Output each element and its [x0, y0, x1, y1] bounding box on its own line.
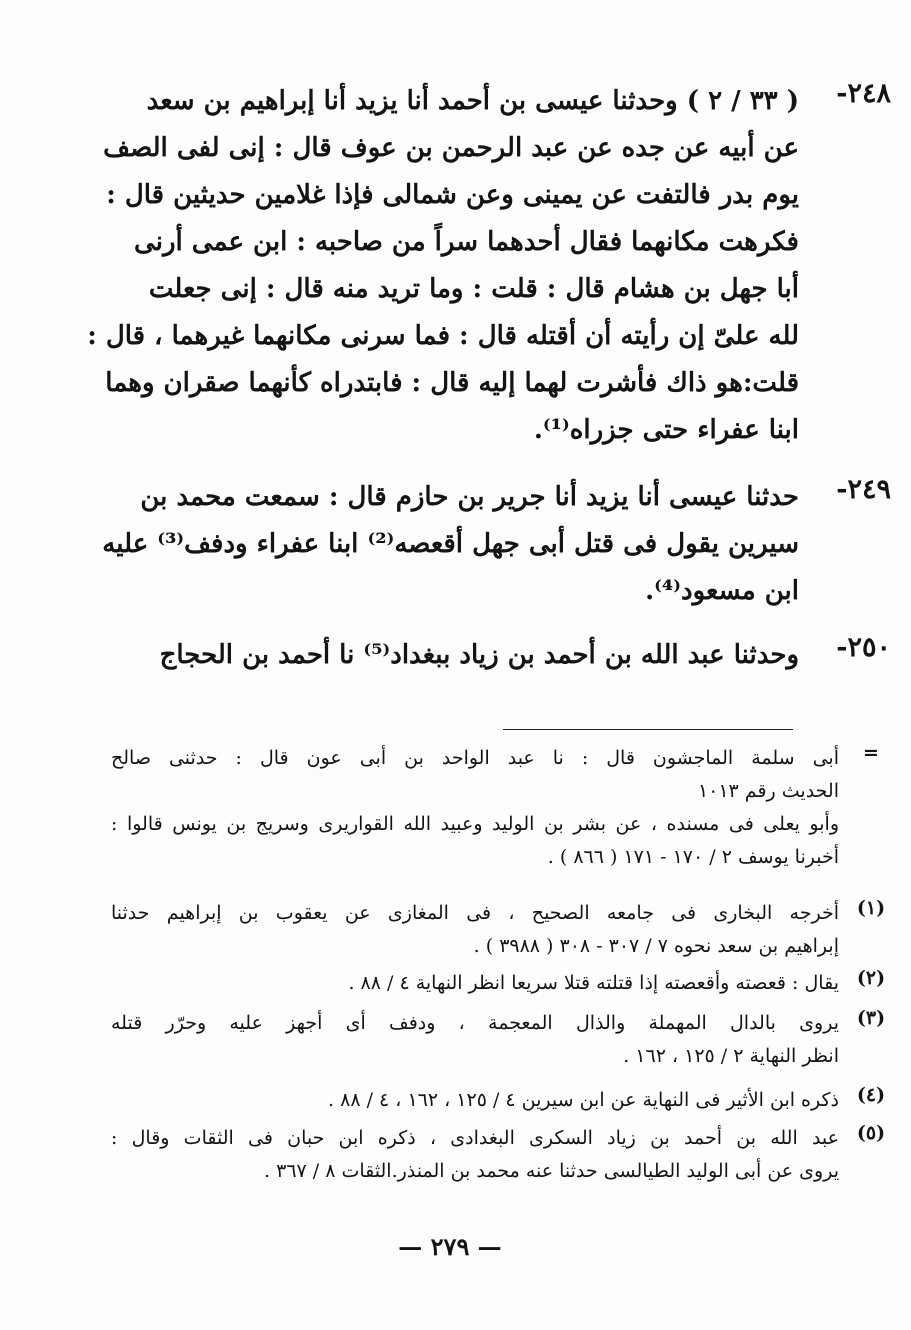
footnote-text — [111, 1007, 839, 1073]
hadith-number: ٢٤٩- — [836, 474, 891, 505]
footnote-line: أخبرنا يوسف ٢ / ١٧٠ - ١٧١ ( ٨٦٦ ) . — [547, 846, 839, 868]
hadith-line: سيرين يقول فى قتل أبى جهل أقعصه⁽²⁾ ابنا عفراء ودفف⁽³⁾ عليه — [102, 529, 799, 559]
footnote-mark: (٢) — [856, 967, 886, 989]
footnote-line: ذكره ابن الأثير فى النهاية عن ابن سيرين ٤ / ١٢٥ ، ١٦٢ ، ٤ / ٨٨ . — [328, 1089, 839, 1111]
hadith-line: أبا جهل بن هشام قال : قلت : وما تريد منه قال : إنى جعلت — [148, 274, 799, 304]
footnote-2 — [111, 967, 891, 1000]
hadith-number: ٢٤٨- — [836, 78, 891, 109]
hadith-text — [159, 632, 799, 679]
footnote-text — [111, 967, 839, 1000]
hadith-line: ابنا عفراء حتى جزراه⁽¹⁾. — [533, 415, 799, 445]
footnote-line: وأبو يعلى فى مسنده ، عن بشر بن الوليد وعبيد الله القواريرى وسريج بن يونس قالوا : — [111, 813, 839, 835]
hadith-line: لله علىّ إن رأيته أن أقتله قال : فما سرنى مكانهما غيرهما ، قال : — [87, 321, 799, 351]
hadith-line: فكرهت مكانهما فقال أحدهما سراً من صاحبه : ابن عمى أرنى — [134, 227, 799, 257]
footnote-line: يروى عن أبى الوليد الطيالسى حدثنا عنه محمد بن المنذر.الثقات ٨ / ٣٦٧ . — [264, 1160, 839, 1182]
footnote-text — [111, 897, 839, 963]
footnote-line: يروى بالدال المهملة والذال المعجمة ، ودفف أى أجهز عليه وحرّر قتله — [111, 1012, 839, 1034]
footnote-line: الحديث رقم ١٠١٣ — [697, 780, 839, 802]
footnote-mark: (٤) — [856, 1084, 886, 1106]
footnote-line: أبى سلمة الماجشون قال : نا عبد الواحد بن أبى عون قال : حدثنى صالح — [111, 747, 839, 769]
hadith-line: يوم بدر فالتفت عن يمينى وعن شمالى فإذا غلامين حديثين قال : — [106, 180, 799, 210]
footnote-line: انظر النهاية ٢ / ١٢٥ ، ١٦٢ . — [623, 1045, 839, 1067]
footnote-mark: (٣) — [856, 1007, 886, 1029]
footnote-text — [111, 1084, 839, 1117]
hadith-249 — [102, 474, 891, 615]
hadith-250 — [159, 632, 891, 679]
footnote-mark: (٥) — [856, 1122, 886, 1144]
hadith-line: وحدثنا عبد الله بن أحمد بن زياد ببغداد⁽⁵⁾ نا أحمد بن الحجاج — [159, 640, 799, 670]
page-number: — ٢٧٩ — — [398, 1232, 502, 1261]
hadith-number: ٢٥٠- — [836, 632, 891, 663]
footnote-1 — [111, 897, 891, 963]
footnote-continuation — [111, 742, 891, 874]
hadith-line: حدثنا عيسى أنا يزيد أنا جرير بن حازم قال : سمعت محمد بن — [140, 482, 799, 512]
footnote-5 — [111, 1122, 891, 1188]
footnote-3 — [111, 1007, 891, 1073]
footnote-mark: (١) — [856, 897, 886, 919]
hadith-248 — [87, 78, 891, 454]
hadith-line: ( ٣٣ / ٢ ) وحدثنا عيسى بن أحمد أنا يزيد أنا إبراهيم بن سعد — [146, 86, 799, 116]
footnote-4 — [111, 1084, 891, 1117]
footnote-line: عبد الله بن أحمد بن زياد السكرى البغدادى ، ذكره ابن حبان فى الثقات وقال : — [111, 1127, 839, 1149]
footnote-line: يقال : قعصته وأقعصته إذا قتلته قتلا سريعا انظر النهاية ٤ / ٨٨ . — [348, 972, 839, 994]
footnote-line: أخرجه البخارى فى جامعه الصحيح ، فى المغازى عن يعقوب بن إبراهيم حدثنا — [111, 902, 839, 924]
hadith-text — [87, 78, 799, 454]
footnote-divider — [503, 729, 793, 730]
hadith-line: قلت:هو ذاك فأشرت لهما إليه قال : فابتدراه كأنهما صقران وهما — [105, 368, 799, 398]
footnote-line: إبراهيم بن سعد نحوه ٧ / ٣٠٧ - ٣٠٨ ( ٣٩٨٨ ) . — [473, 935, 839, 957]
hadith-line: عن أبيه عن جده عن عبد الرحمن بن عوف قال : إنى لفى الصف — [103, 133, 799, 163]
footnote-mark: = — [863, 742, 879, 764]
hadith-text — [102, 474, 799, 615]
footnote-text — [111, 1122, 839, 1188]
footnote-text — [111, 742, 839, 874]
hadith-line: ابن مسعود⁽⁴⁾. — [645, 576, 799, 606]
